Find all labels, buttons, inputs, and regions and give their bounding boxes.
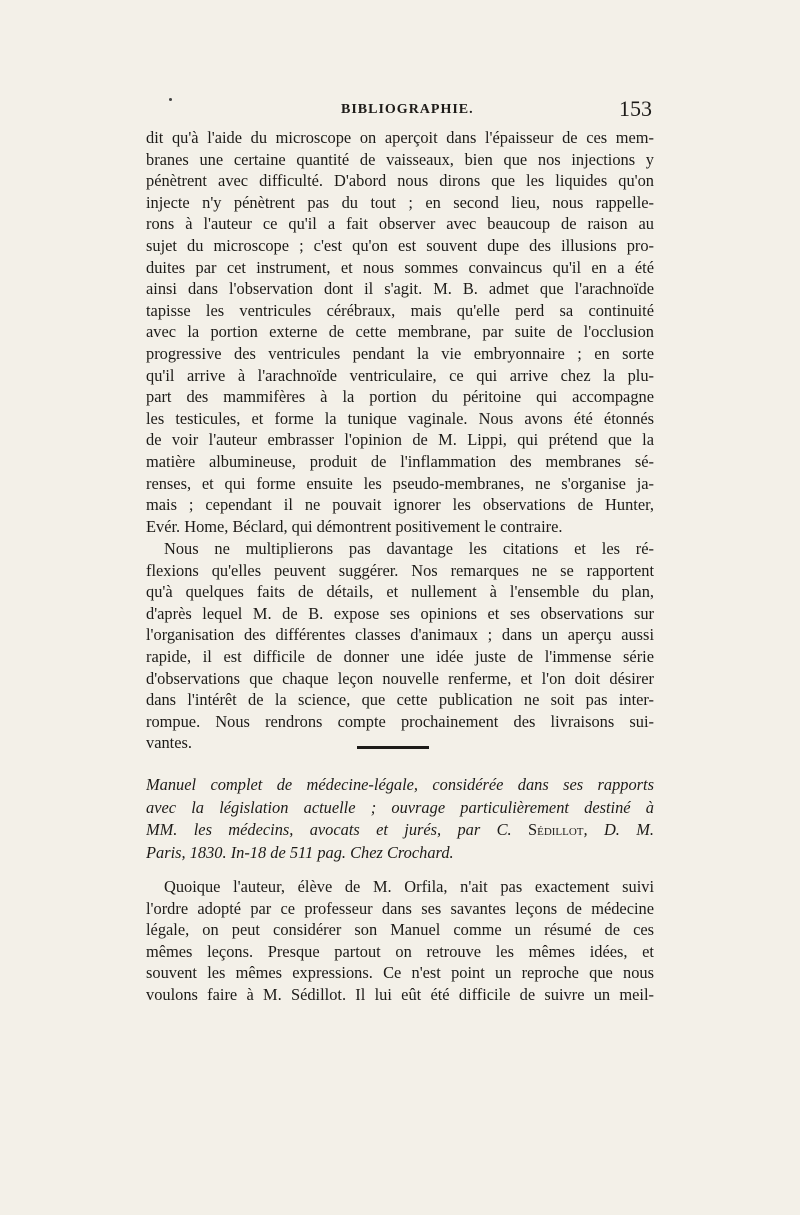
text-line: Quoique l'auteur, élève de M. Orfila, n'ait pas exactement suivi	[164, 877, 654, 896]
text-line: sujet du microscope ; c'est qu'on est souvent dupe des illusions pro-	[146, 235, 654, 255]
paragraph-1	[146, 127, 654, 537]
reference-text: , D. M.	[583, 820, 654, 839]
text-line: part des mammifères à la portion du péritoine qui accompagne	[146, 387, 654, 407]
text-line: Evér. Home, Béclard, qui démontrent positivement le contraire.	[146, 516, 563, 536]
text-line: matière albumineuse, produit de l'inflammation des membranes sé-	[146, 451, 654, 471]
text-line: dit qu'à l'aide du microscope on aperçoit dans l'épaisseur de ces mem-	[146, 128, 654, 147]
text-line: pénètrent avec difficulté. D'abord nous dirons que les liquides qu'on	[146, 171, 654, 191]
text-line: progressive des ventricules pendant la vie embryonnaire ; en sorte	[146, 343, 654, 363]
text-line: d'après lequel M. de B. expose ses opinions et ses observations sur	[146, 603, 654, 623]
text-line: rapide, il est difficile de donner une idée juste de l'immense série	[146, 646, 654, 666]
print-speck	[169, 98, 172, 101]
text-line: dans l'intérêt de la science, que cette publication ne soit pas inter-	[146, 690, 654, 710]
reference-text: MM. les médecins, avocats et jurés, par C.	[146, 820, 512, 839]
reference-line: Paris, 1830. In-18 de 511 pag. Chez Crochard.	[146, 842, 454, 862]
page-number: 153	[619, 96, 652, 121]
text-line: renses, et qui forme ensuite les pseudo-membranes, ne s'organise ja-	[146, 473, 654, 493]
bibliographic-reference	[146, 774, 654, 864]
text-line: rompue. Nous rendrons compte prochainement des livraisons sui-	[146, 711, 654, 731]
text-line: qu'à quelques faits de détails, et nullement à l'ensemble du plan,	[146, 582, 654, 602]
reference-author: Sédillot	[527, 820, 584, 839]
text-line: rons à l'auteur ce qu'il a fait observer avec beaucoup de raison au	[146, 214, 654, 234]
text-line: vantes.	[146, 733, 192, 753]
running-head: BIBLIOGRAPHIE.	[341, 102, 474, 117]
reference-line: avec la législation actuelle ; ouvrage particulièrement destiné à	[146, 797, 654, 817]
text-line: légale, on peut considérer son Manuel comme un résumé de ces	[146, 920, 654, 940]
text-line: souvent les mêmes expressions. Ce n'est point un reproche que nous	[146, 963, 654, 983]
text-line: branes une certaine quantité de vaisseaux, bien que nos injections y	[146, 149, 654, 169]
text-line: mêmes leçons. Presque partout on retrouve les mêmes idées, et	[146, 941, 654, 961]
text-line: flexions qu'elles peuvent suggérer. Nos remarques ne se rapportent	[146, 560, 654, 580]
reference-line	[146, 819, 654, 842]
text-line: mais ; cependant il ne pouvait ignorer les observations de Hunter,	[146, 495, 654, 515]
paragraph-2	[146, 538, 654, 754]
paragraph-3	[146, 876, 654, 1006]
text-line: injecte n'y pénètrent pas du tout ; en second lieu, nous rappelle-	[146, 192, 654, 212]
reference-line: Manuel complet de médecine-légale, considérée dans ses rapports	[146, 775, 654, 794]
text-line: duites par cet instrument, et nous sommes convaincus qu'il en a été	[146, 257, 654, 277]
text-line: voulons faire à M. Sédillot. Il lui eût été difficile de suivre un meil-	[146, 984, 654, 1004]
text-line: avec la portion externe de cette membrane, par suite de l'occlusion	[146, 322, 654, 342]
text-line: tapisse les ventricules cérébraux, mais qu'elle perd sa continuité	[146, 300, 654, 320]
text-line: les testicules, et forme la tunique vaginale. Nous avons été étonnés	[146, 408, 654, 428]
text-line: l'ordre adopté par ce professeur dans ses savantes leçons de médecine	[146, 898, 654, 918]
text-line: de voir l'auteur embrasser l'opinion de M. Lippi, qui prétend que la	[146, 430, 654, 450]
text-line: d'observations que chaque leçon nouvelle renferme, et l'on doit désirer	[146, 668, 654, 688]
text-line: ainsi dans l'observation dont il s'agit. M. B. admet que l'arachnoïde	[146, 279, 654, 299]
section-divider	[357, 746, 429, 749]
text-line: l'organisation des différentes classes d'animaux ; dans un aperçu aussi	[146, 625, 654, 645]
text-line: Nous ne multiplierons pas davantage les citations et les ré-	[164, 539, 654, 558]
text-line: qu'il arrive à l'arachnoïde ventriculaire, ce qui arrive chez la plu-	[146, 365, 654, 385]
